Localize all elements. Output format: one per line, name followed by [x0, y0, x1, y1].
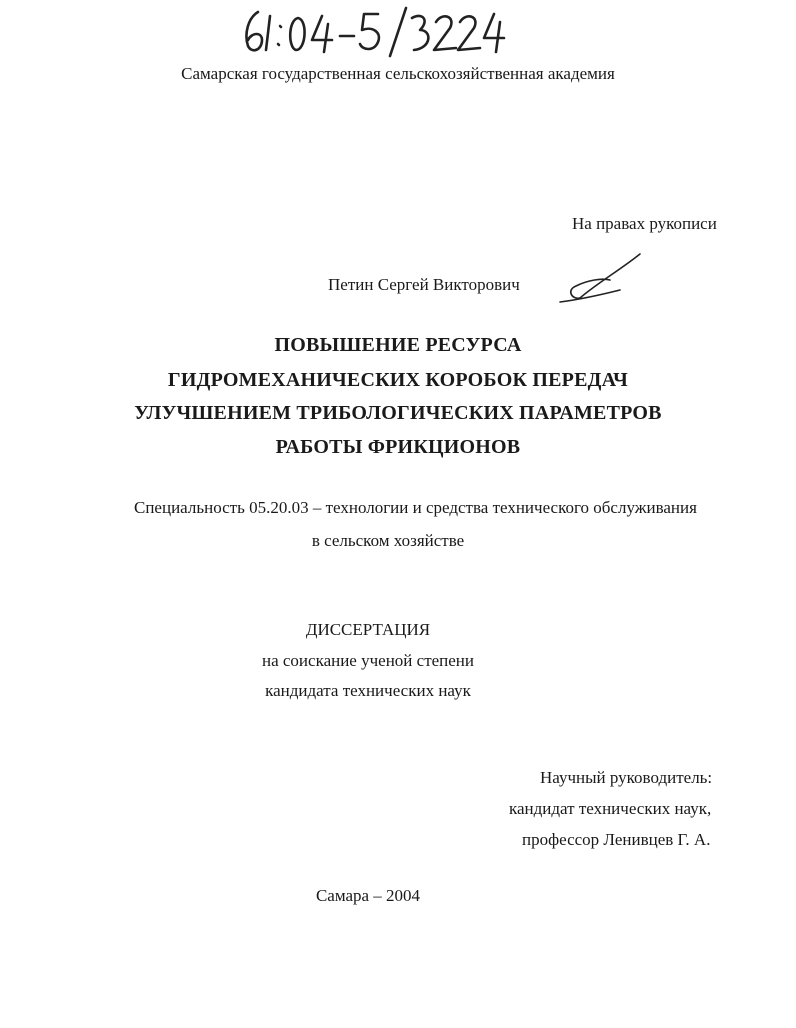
title-line-1: ПОВЫШЕНИЕ РЕСУРСА	[274, 334, 522, 356]
title-line-3: УЛУЧШЕНИЕМ ТРИБОЛОГИЧЕСКИХ ПАРАМЕТРОВ	[134, 402, 662, 424]
rights-note: На правах рукописи	[572, 214, 717, 233]
handwritten-archive-code	[236, 4, 506, 58]
dissertation-heading: ДИССЕРТАЦИЯ	[305, 620, 431, 639]
supervisor-label: Научный руководитель:	[540, 768, 713, 787]
title-line-2: ГИДРОМЕХАНИЧЕСКИХ КОРОБОК ПЕРЕДАЧ	[167, 369, 629, 391]
dissertation-line-1: на соискание ученой степени	[261, 651, 475, 670]
title-line-4: РАБОТЫ ФРИКЦИОНОВ	[275, 436, 521, 458]
supervisor-degree: кандидат технических наук,	[509, 799, 712, 818]
author-name: Петин Сергей Викторович	[328, 275, 520, 294]
supervisor-name: профессор Ленивцев Г. А.	[522, 830, 711, 849]
dissertation-line-2: кандидата технических наук	[265, 681, 471, 700]
place-year: Самара – 2004	[315, 886, 421, 905]
institution-name: Самарская государственная сельскохозяйственная академия	[181, 64, 615, 83]
author-signature	[550, 250, 650, 306]
specialty-line-1: Специальность 05.20.03 – технологии и средства технического обслуживания	[134, 498, 697, 517]
specialty-line-2: в сельском хозяйстве	[311, 531, 465, 550]
